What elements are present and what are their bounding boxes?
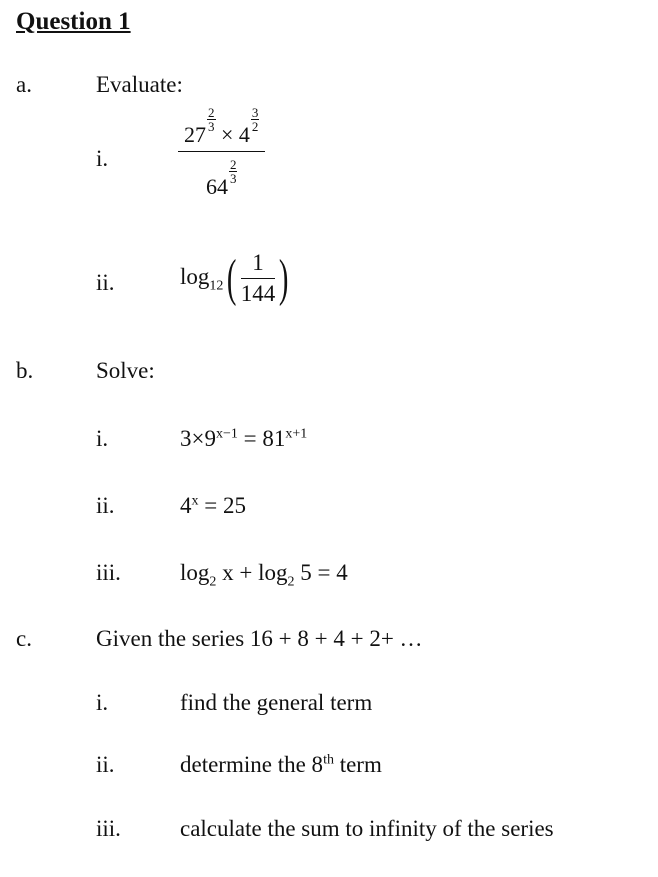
right-paren: )	[279, 249, 289, 307]
lhs: 3×9	[180, 426, 216, 451]
part-a-ii-expression	[180, 250, 293, 307]
ordinal-suffix: th	[323, 752, 334, 768]
exp-denominator: 2	[251, 119, 259, 134]
equation-middle: x + log	[216, 560, 288, 585]
exp-denominator: 3	[208, 119, 215, 134]
part-b-ii-label: ii.	[96, 493, 115, 518]
part-c-ii-text	[180, 752, 382, 778]
fraction-numerator: 1	[241, 250, 276, 279]
part-a-ii-label: ii.	[96, 270, 115, 295]
part-c-ii-label: ii.	[96, 752, 115, 777]
part-b-iii-equation	[180, 560, 348, 591]
part-c-instruction: Given the series 16 + 8 + 4 + 2+ …	[96, 626, 423, 651]
log-base: 12	[209, 278, 224, 294]
exp-numerator: 2	[229, 157, 237, 172]
log-symbol: log	[180, 263, 210, 289]
part-a-instruction: Evaluate:	[96, 72, 183, 97]
part-b-ii-equation	[180, 493, 246, 519]
rhs-exponent: x+1	[285, 426, 308, 442]
lhs-exponent: x−1	[215, 426, 238, 442]
log-symbol: log	[180, 560, 210, 585]
rhs: = 25	[198, 493, 246, 518]
part-b-i-equation	[180, 426, 307, 452]
exp-numerator: 3	[251, 105, 259, 120]
part-b-instruction: Solve:	[96, 358, 155, 383]
part-a-i-expression	[178, 104, 265, 201]
log-base: 2	[287, 574, 295, 590]
fraction-denominator: 144	[240, 281, 276, 306]
base-27: 27	[184, 122, 206, 147]
base-64: 64	[205, 174, 228, 199]
question-title: Question 1	[16, 8, 131, 35]
rhs: = 81	[237, 426, 286, 451]
lhs-exponent: x	[191, 493, 199, 509]
text-pre: determine the 8	[180, 752, 324, 777]
exp-denominator: 3	[229, 171, 237, 186]
text-post: term	[333, 752, 382, 777]
part-c-iii-text: calculate the sum to infinity of the series	[180, 816, 554, 841]
part-a-label: a.	[16, 72, 32, 97]
equation-end: 5 = 4	[294, 560, 348, 585]
part-c-i-label: i.	[96, 690, 109, 715]
part-c-i-text: find the general term	[180, 690, 373, 715]
times-sign: ×	[221, 122, 234, 147]
part-b-iii-label: iii.	[96, 560, 121, 585]
part-b-label: b.	[16, 358, 34, 383]
exp-numerator: 2	[208, 105, 215, 120]
log-base: 2	[209, 574, 217, 590]
part-b-i-label: i.	[96, 426, 109, 451]
part-c-iii-label: iii.	[96, 816, 121, 841]
left-paren: (	[227, 249, 237, 307]
lhs: 4	[180, 493, 192, 518]
part-a-i-label: i.	[96, 146, 109, 171]
part-c-label: c.	[16, 626, 32, 651]
base-4: 4	[238, 122, 250, 147]
